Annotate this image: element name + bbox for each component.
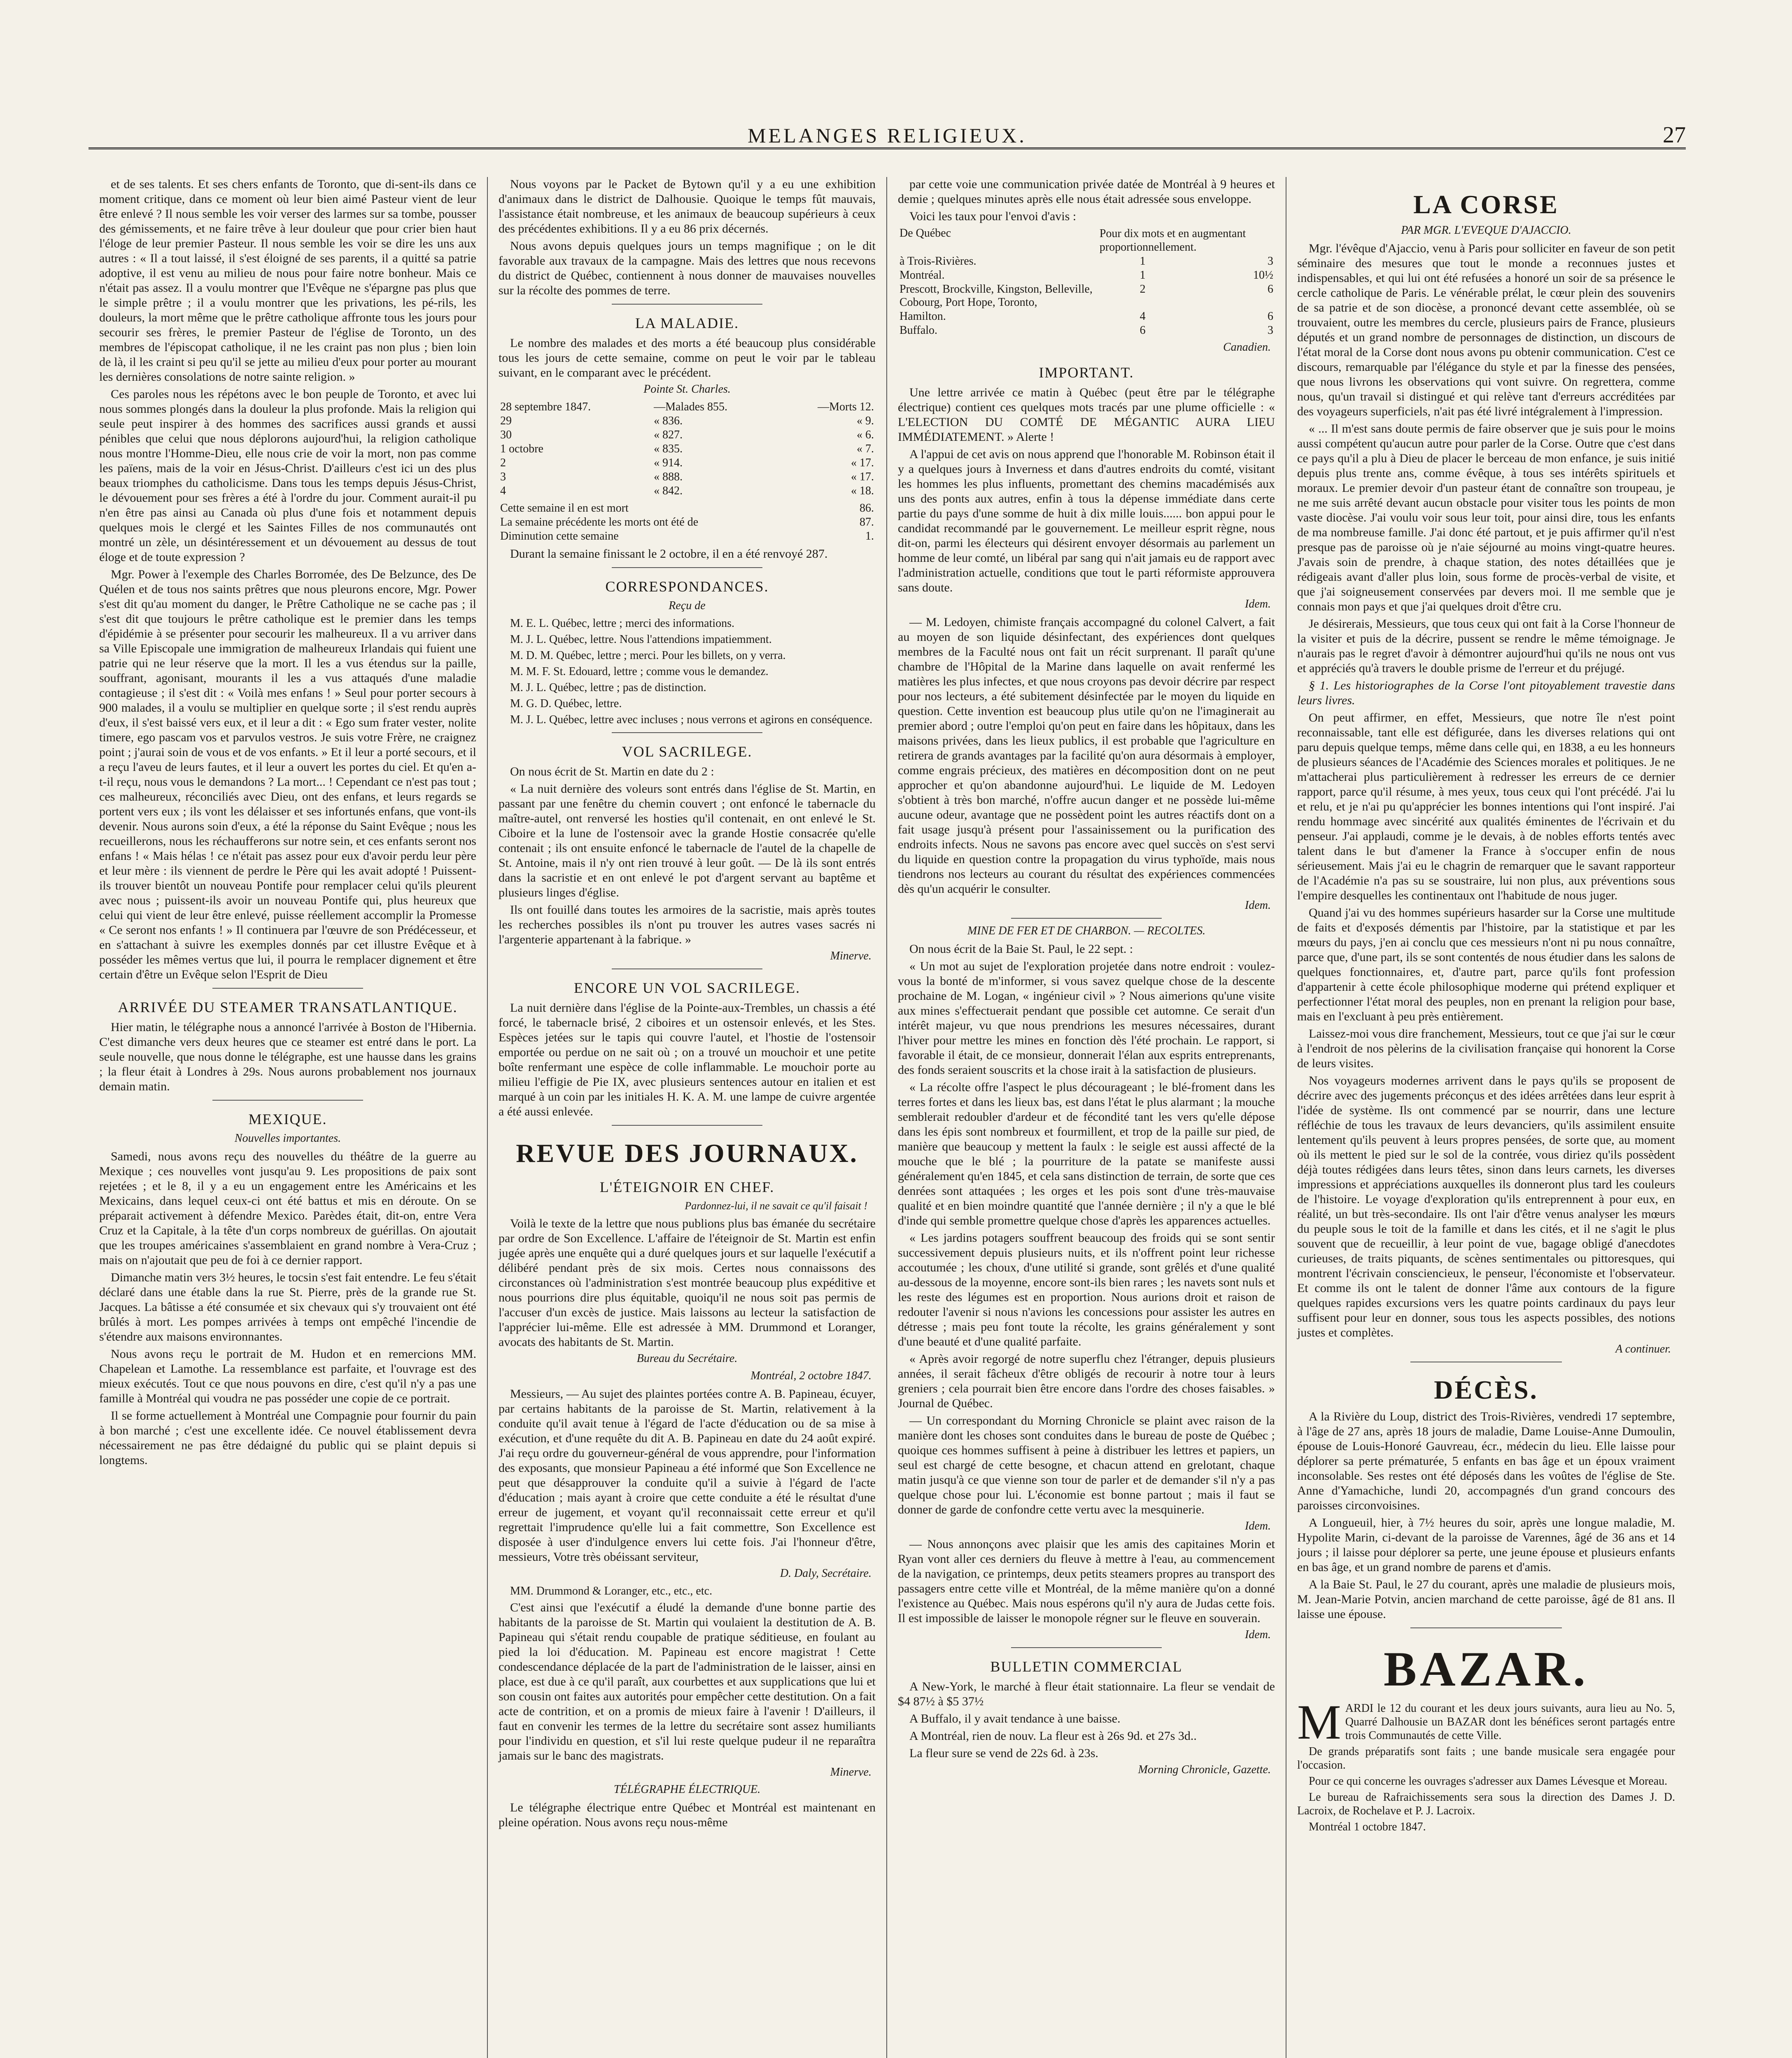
section-divider bbox=[1410, 1627, 1561, 1628]
table-cell: 86. bbox=[860, 502, 874, 514]
corse-paragraph: On peut affirmer, en effet, Messieurs, que notre île n'est point reconnaissable, tant elle est défigurée, dans les diverses relations qui ont paru depuis quelque temps, même dans celle qui, en 1838, a eu les honneurs de plusieurs séances de l'Académie des Sciences morales et politiques. Je ne m'attacherai plus particulièrement à redresser les erreurs de ce dernier rapport, parce qu'il résume, à mes yeux, tous ceux qui l'ont précédé. J'ai lu et relu, et je n'ai pu qu'apprécier les bonnes intentions qui l'ont inspiré. J'ai rendu hommage avec sincérité aux qualités éminentes de l'écrivain et du penseur. J'ai applaudi, comme je le devais, à de nobles efforts tentés avec talent dans le but d'amener la France à s'occuper enfin de nous sérieusement. Mais j'ai eu le chagrin de remarquer que le savant rapporteur de l'Académie n'a pas su se soustraire, lui non plus, aux préventions sous l'empire desquelles les continentaux ont l'habitude de nous juger. bbox=[1297, 711, 1675, 902]
vol-paragraph: Ils ont fouillé dans toutes les armoires de la sacristie, mais après toutes les recherches possibles ils n'ont pu trouver les autres vases sacrés ni l'argenterie appartenant à la fabrique. » bbox=[499, 903, 876, 946]
corse-paragraph: Mgr. l'évêque d'Ajaccio, venu à Paris pour solliciter en faveur de son petit séminaire des mesures que tout le monde a reconnues justes et indispensables, et qui lui ont été refusées a honoré un soir de sa présence le cercle catholique de Paris. Le vénérable prélat, le cœur plein des souvenirs de sa patrie et de son diocèse, a prononcé devant cette assemblée, où se trouvaient, outre les membres du cercle, plusieurs pairs de France, plusieurs députés et un grand nombre de personnages de distinction, un discours de l'état moral de la Corse dont nous avons pu obtenir communication. C'est ce discours, remarquable par l'élégance du style et par la finesse des pensées, que nous livrons les observations qui vont suivre. On regrettera, comme nous, qu'un travail si distingué et qui relève tant d'erreurs accréditées par des voyageurs superficiels, n'ait pas été livré intégralement à l'impression. bbox=[1297, 242, 1675, 418]
table-cell: à Trois-Rivières. bbox=[899, 255, 976, 268]
table-row bbox=[898, 268, 1275, 282]
section-divider bbox=[612, 567, 762, 568]
correspondance-line: M. J. L. Québec, lettre avec incluses ; nous verrons et agirons en conséquence. bbox=[510, 713, 873, 726]
table-cell: De Québec bbox=[899, 227, 951, 240]
maladie-table bbox=[499, 400, 876, 498]
section-divider bbox=[1011, 1647, 1162, 1648]
table-cell: 3 bbox=[1268, 324, 1273, 337]
column-1 bbox=[89, 177, 488, 2058]
table-cell: Diminution cette semaine bbox=[500, 530, 619, 542]
bazar-heading: BAZAR. bbox=[1383, 1641, 1589, 1696]
deces-heading: DÉCÈS. bbox=[1434, 1375, 1538, 1404]
correspondance-line: M. E. L. Québec, lettre ; merci des informations. bbox=[510, 617, 735, 630]
vol-source: Minerve. bbox=[830, 950, 872, 962]
table-cell: 10½ bbox=[1253, 269, 1273, 282]
table-cell: 4 bbox=[500, 484, 506, 497]
table-cell: 1 bbox=[1140, 269, 1146, 282]
table-cell: « 7. bbox=[857, 442, 874, 455]
table-row bbox=[499, 400, 876, 414]
important-text: Une lettre arrivée ce matin à Québec (peut être par le télégraphe électrique) contient ces quelques mots tracés par une plume officielle : « L'ELECTION DU COMTÉ DE MÉGANTIC AURA LIEU IMMÉDIATEMENT. » Alerte ! bbox=[898, 386, 1275, 444]
corse-paragraph: « ... Il m'est sans doute permis de faire observer que je suis pour le moins aussi compétent qu'aucun autre pour parler de la Corse. Outre que c'est dans ce pays qu'il a plu à Dieu de placer le berceau de mon enfance, je suis initié depuis plus trente ans, comme évêque, à tous ses intérêts spirituels et moraux. Le premier devoir d'un pasteur étant de connaître son troupeau, je ne me suis arrêté devant aucun obstacle pour visiter tous les points de mon vaste diocèse. J'ai voulu voir sous leur toit, pour ainsi dire, tous les enfants de ma nombreuse famille. J'ai donc été partout, et je puis affirmer qu'il n'est presque pas de paroisse où je n'aie séjourné au moins vingt-quatre heures. J'avais soin de prendre, à chaque station, des notes détaillées que je rédigeais avant d'aller plus loin, sous forme de procès-verbal de visite, et que j'ai soigneusement conservées par devers moi. Il me semble que je connais mon pays et que j'ai quelques droit d'être cru. bbox=[1297, 422, 1675, 613]
corse-paragraph: Nos voyageurs modernes arrivent dans le pays qu'ils se proposent de décrire avec des jugements préconçus et des idées arrêtées dans leur esprit à l'idée de système. Ils ont commencé par se nourrir, dans une lecture réfléchie de tous les travaux de leurs devanciers, qu'ils assimilent ensuite lentement qu'ils peuvent à leurs propres pensées, de sorte que, au moment où ils mettent le pied sur le sol de la contrée, vous diriez qu'ils possèdent déjà toutes rédigées dans leurs têtes, sinon dans leurs carnets, les diverses impressions et appréciations auxquelles ils donneront plus tard les couleurs de l'histoire. Le voyage d'exploration qu'ils entreprennent à pour eux, en réalité, un but très-secondaire. Ils ont l'air d'être venus analyser les mœurs du peuple sous le toit de la famille et dans les cités, et il ne s'agit le plus souvent que de recueillir, à leur point de vue, bagage obligé d'anecdotes curieuses, de traits piquants, de scènes sentimentales ou pittoresques, qui montrent l'écrivain consciencieux, le penseur, l'économiste et l'observateur. Et comme ils ont le talent de donner l'âme aux contours de la figure quelques rapides excursions vers les quatre points cardinaux du pays leur suffisent pour leur en donner, sous tous les aspects possibles, des notions justes et complètes. bbox=[1297, 1074, 1675, 1339]
table-cell: La semaine précédente les morts ont été de bbox=[500, 516, 699, 528]
mine-paragraph: — Nous annonçons avec plaisir que les amis des capitaines Morin et Ryan vont aller ces derniers du fleuve à mettre à l'eau, au commencement de la navigation, ce printemps, deux petits steamers propres au transport des passagers entre cette ville et Montréal, de la même manière qu'on a donné l'existence au Québec. Mais nous espérons qu'il n'y aura de Judas cette fois. Il est impossible de laisser le monopole régner sur le fleuve en souverain. bbox=[898, 1537, 1275, 1625]
correspondances-sub: Reçu de bbox=[669, 599, 706, 612]
section-divider bbox=[612, 732, 762, 733]
mine-paragraph: « Après avoir regorgé de notre superflu chez l'étranger, depuis plusieurs années, il serait fâcheux d'être obligés de recourir à notre tour à leurs greniers ; cela pourrait bien être encore dans l'ordre des choses faisables. » Journal de Québec. bbox=[898, 1352, 1275, 1410]
corse-byline: PAR MGR. L'EVEQUE D'AJACCIO. bbox=[1401, 224, 1571, 237]
bazar-notice bbox=[1297, 1695, 1675, 1749]
bulletin-line: A Montréal, rien de nouv. La fleur est à 26s 9d. et 27s 3d.. bbox=[909, 1729, 1197, 1743]
table-cell: 4 bbox=[1140, 310, 1146, 323]
fire-paragraph: Dimanche matin vers 3½ heures, le tocsin s'est fait entendre. Le feu s'était déclaré dans une étable dans la rue St. Pierre, près de la grande rue St. Jacques. La bâtisse a été consumée et six chevaux qui s'y trouvaient ont été brûlés à mort. Les pompes arrivées à temps ont empêché l'incendie de s'étendre aux maisons environnantes. bbox=[99, 1271, 477, 1343]
maladie-text: Le nombre des malades et des morts a été beaucoup plus considérable tous les jours de cette semaine, comme on peut le voir par le tableau suivant, en le comparant avec le précédent. bbox=[499, 336, 876, 379]
correspondance-line: M. M. F. St. Edouard, lettre ; comme vous le demandez. bbox=[510, 665, 769, 678]
deces-notice: A Longueuil, hier, à 7½ heures du soir, après une longue maladie, M. Hypolite Marin, ci-devant de la paroisse de Varennes, âgé de 36 ans et 14 jours ; il laisse pour déplorer sa perte, une jeune épouse et plusieurs enfants en bas âge, et un grand nombre de parens et d'amis. bbox=[1297, 1516, 1675, 1574]
columns bbox=[89, 177, 1686, 2058]
rates-source: Canadien. bbox=[1223, 341, 1271, 354]
table-row bbox=[499, 515, 876, 529]
corse-paragraph: Je désirerais, Messieurs, que tous ceux qui ont fait à la Corse l'honneur de la visiter et puis de la décrire, pussent se rendre le même témoignage. Je n'aurais pas le regret d'avoir à démontrer aujourd'hui qu'ils ne nous ont vus et appréciés qu'à travers le double prisme de l'erreur et du préjugé. bbox=[1297, 617, 1675, 675]
steamer-heading: ARRIVÉE DU STEAMER TRANSATLANTIQUE. bbox=[118, 999, 458, 1015]
table-cell: —Morts 12. bbox=[818, 400, 874, 413]
article-paragraph: Ces paroles nous les répétons avec le bon peuple de Toronto, et avec lui nous sommes plongés dans la douleur la plus profonde. Mais la religion qui seule peut inspirer à des hommes des sacrifices aussi grands et aussi pénibles que celui que nous déplorons aujourd'hui, la religion catholique nous montre l'Homme-Dieu, elle nous crie de voir la mort, non pas comme les païens, mais de la voir en Jésus-Christ. D'ailleurs c'est ici un des plus beaux triomphes du catholicisme. Dans tous les temps depuis Jésus-Christ, le dévouement pour ses frères a été à l'ordre du jour. Comment aurait-il pu n'en être pas ainsi au Canada où plus d'une fois et notamment depuis quelques mois le clergé et les Saintes Filles de nos communautés ont montré un zèle, un désintéressement et un dévouement au dessus de tout éloge et de toute expression ? bbox=[99, 387, 476, 564]
revue-heading: REVUE DES JOURNAUX. bbox=[516, 1138, 858, 1168]
vol-paragraph: « La nuit dernière des voleurs sont entrés dans l'église de St. Martin, en passant par une fenêtre du chemin couvert ; ont enfoncé le tabernacle du maître-autel, ont renversé les hosties qu'il contenait, en ont enlevé le St. Ciboire et la lune de l'ostensoir avec la grande Hostie consacrée qu'elle contenait ; ils ont ensuite enfoncé le tabernacle de l'autel de la chapelle de St. Antoine, mais il n'y ont rien trouvé à leur goût. — De là ils sont entrés dans la sacristie et en ont enlevé le pot d'argent servant au baptême et plusieurs linges d'église. bbox=[499, 782, 876, 899]
bureau-letter: Messieurs, — Au sujet des plaintes portées contre A. B. Papineau, écuyer, par certains habitants de la paroisse de St. Martin, relativement à la conduite qu'il avait tenue à l'égard de l'acte d'éducation ou de sa mise à exécution, et d'une requête du dit A. B. Papineau en date du 24 août expiré. J'ai reçu ordre du gouverneur-général de vous apprendre, pour l'information des exposants, que monsieur Papineau a été informé que Son Excellence ne peut que désapprouver la conduite qu'il a suivie à l'égard de l'acte d'éducation ; mais ayant à croire que cette conduite a été le résultat d'une erreur de jugement, et voyant qu'il reconnaissait cette erreur et qu'il regrettait l'imprudence qu'elle lui a fait commettre, Son Excellence est disposée à user d'indulgence envers lui cette fois. J'ai l'honneur d'être, messieurs, Votre très obéissant serviteur, bbox=[499, 1387, 876, 1564]
vol-paragraph: On nous écrit de St. Martin en date du 2 : bbox=[510, 765, 714, 778]
table-cell: « 914. bbox=[654, 456, 683, 469]
section-divider bbox=[212, 988, 363, 989]
bazar-line: Le bureau de Rafraichissements sera sous la direction des Dames J. D. Lacroix, de Rochelave et P. J. Lacroix. bbox=[1297, 1791, 1675, 1817]
table-row bbox=[898, 310, 1275, 324]
table-cell: 6 bbox=[1268, 283, 1273, 296]
portrait-paragraph: Nous avons reçu le portrait de M. Hudon et en remercions MM. Chapelean et Lamothe. La ressemblance est parfaite, et l'ouvrage est des mieux exécutés. Tout ce que nous pouvons en dire, c'est qu'il n'y a pas une famille à Montréal qui voudra ne pas posséder une copie de ce portrait. bbox=[99, 1347, 476, 1405]
bazar-text: ARDI le 12 du courant et les deux jours suivants, aura lieu au No. 5, Quarré Dalhousie un BAZAR dont les bénéfices seront partagés entre trois Communautés de cette Ville. bbox=[1345, 1702, 1675, 1742]
table-cell: « 18. bbox=[851, 484, 874, 497]
running-title: MELANGES RELIGIEUX. bbox=[748, 124, 1027, 147]
table-cell: « 827. bbox=[654, 428, 683, 441]
important-heading: IMPORTANT. bbox=[1039, 364, 1134, 381]
bulletin-line: La fleur sure se vend de 22s 6d. à 23s. bbox=[909, 1746, 1099, 1760]
bazar-dropcap: M bbox=[1297, 1695, 1341, 1749]
correspondance-line: M. G. D. Québec, lettre. bbox=[510, 697, 622, 710]
bread-company-paragraph: Il se forme actuellement à Montréal une Compagnie pour fournir du pain à bon marché ; c'est une excellente idée. Ce nouvel établissement devra nécessairement ne pas être dédaigné du public qui se plaint depuis si longtems. bbox=[99, 1409, 476, 1467]
section-divider bbox=[612, 304, 762, 305]
bulletin-heading: BULLETIN COMMERCIAL bbox=[990, 1658, 1183, 1675]
table-cell: 3 bbox=[500, 470, 506, 483]
mexique-subheading: Nouvelles importantes. bbox=[234, 1132, 341, 1145]
table-cell: « 17. bbox=[851, 470, 874, 483]
corse-heading: LA CORSE bbox=[1413, 190, 1559, 219]
encore-paragraph: La nuit dernière dans l'église de la Pointe-aux-Trembles, un chassis a été forcé, le tabernacle brisé, 2 ciboires et un ostensoir enlevés, et les Stes. Espèces jetées sur le tapis qui couvre l'autel, et l'hostie de l'ostensoir emportée ou perdue on ne sait où ; on a trouvé un mouchoir et une petite boîte renfermant une espèce de colle inflammable. Le mouchoir porte au milieu l'effigie de Pie IX, avec plusieurs sentences autour en italien et est marqué à un coin par les initiales H. K. A. M. une lampe de cuivre argentée a été aussi enlevée. bbox=[499, 1001, 876, 1118]
table-row bbox=[499, 442, 876, 456]
bureau-signature: D. Daly, Secrétaire. bbox=[780, 1567, 872, 1580]
telegraphe-continued: par cette voie une communication privée datée de Montréal à 9 heures et demie ; quelques minutes après elle nous était adressée sous enveloppe. bbox=[898, 177, 1275, 206]
table-cell: « 17. bbox=[851, 456, 874, 469]
encore-heading: ENCORE UN VOL SACRILEGE. bbox=[574, 980, 800, 996]
table-row bbox=[499, 428, 876, 442]
bureau-heading: Bureau du Secrétaire. bbox=[636, 1352, 738, 1365]
table-row bbox=[898, 282, 1275, 310]
correspondance-line: M. J. L. Québec, lettre. Nous l'attendions impatiemment. bbox=[510, 633, 772, 646]
table-row bbox=[499, 470, 876, 484]
mine-paragraph: — Un correspondant du Morning Chronicle se plaint avec raison de la manière dont les choses sont conduites dans le bureau de poste de Québec ; quoique ces hommes suffisent à peine à distribuer les lettres et papiers, un seul est chargé de cette besogne, et chacun attend en grelotant, chaque matin jusqu'à ce que vienne son tour de parler et de demander s'il n'y a pas quelque chose pour lui. L'économie est bonne partout ; mais il faut se donner de garde de confondre cette vertu avec la mesquinerie. bbox=[898, 1414, 1275, 1516]
deces-notice: A la Baie St. Paul, le 27 du courant, après une maladie de plusieurs mois, M. Jean-Marie Potvin, ancien marchand de cette paroisse, âgé de 81 ans. Il laisse une épouse. bbox=[1297, 1578, 1675, 1621]
table-cell: « 6. bbox=[857, 428, 874, 441]
table-cell: —Malades 855. bbox=[654, 400, 728, 413]
corse-paragraph: Quand j'ai vu des hommes supérieurs hasarder sur la Corse une multitude de faits et d'exposés démentis par l'histoire, par la statistique et par les mœurs du pays, j'en ai conclu que ces messieurs n'ont ni pu nous connaître, parce que, d'une part, ils se sont contentés de nous étudier dans les salons de quelques fonctionnaires, et, d'autre part, parce qu'ils font profession d'appartenir à cette école philosophique moderne qui prétend expliquer et perfectionner l'état moral des peuples, non en prenant la religion pour base, mais en l'excluant à peu près entièrement. bbox=[1297, 906, 1675, 1023]
idem-source: Idem. bbox=[1245, 899, 1271, 912]
bazar-line: Montréal 1 octobre 1847. bbox=[1309, 1821, 1426, 1833]
table-cell: 3 bbox=[1268, 255, 1273, 268]
table-row bbox=[499, 529, 876, 543]
bulletin-source: Morning Chronicle, Gazette. bbox=[1138, 1763, 1271, 1776]
table-row bbox=[499, 501, 876, 515]
table-cell: 6 bbox=[1268, 310, 1273, 323]
bureau-source: Minerve. bbox=[830, 1766, 872, 1779]
eteignoir-paragraph: Voilà le texte de la lettre que nous publions plus bas émanée du secrétaire par ordre de Son Excellence. L'affaire de l'éteignoir de St. Martin est enfin jugée après une enquête qui a duré quelques jours et sur laquelle l'exécutif a délibéré pendant près de six mois. Certes nous connaissons des circonstances où l'administration s'est montrée beaucoup plus expéditive et nous pourrions dire plus équitable, quoiqu'il ne nous soit pas permis de l'accuser d'un excès de justice. Mais laissons au lecteur la satisfaction de l'apprécier lui-même. Elle est adressée à MM. Drummond et Loranger, avocats des habitants de St. Martin. bbox=[499, 1217, 876, 1349]
corse-continued: A continuer. bbox=[1615, 1343, 1671, 1355]
correspondance-line: M. D. M. Québec, lettre ; merci. Pour les billets, on y verra. bbox=[510, 649, 786, 662]
bureau-date: Montréal, 2 octobre 1847. bbox=[750, 1369, 872, 1382]
column-2 bbox=[488, 177, 887, 2058]
section-divider bbox=[612, 968, 762, 969]
article-paragraph: A l'appui de cet avis on nous apprend que l'honorable M. Robinson était il y a quelques jours à Inverness et dans d'autres endroits du comté, visitant les hommes les plus influents, promettant des chemins macadémisés aux uns des ponts aux autres, enfin à tous la dépense immédiate dans certe partie du pays d'une somme de huit à dix mille louis...... bon appui pour le candidat recommandé par le gouvernement. Le meilleur esprit règne, nous dit-on, parmi les électeurs qui désirent envoyer désormais au parlement un homme de leur comté, un libéral par sang qui n'ait jamais eu de rapport avec l'administration actuelle, conditions que tout le parti réformiste approuvera sans doute. bbox=[898, 447, 1275, 594]
mine-paragraph: « La récolte offre l'aspect le plus décourageant ; le blé-froment dans les terres fortes et dans les lieux bas, est dans l'état le plus alarmant ; la mouche semblerait redoubler d'ardeur et de fécondité tant les vers qu'elle dépose dans les épis sont nombreux et fourmillent, et trop de la paille sur pied, de manière que beaucoup y mettent la faulx : le seigle est aussi affecté de la mouche que le blé ; la pourriture de la patate se manifeste aussi généralement qu'en 1845, et cela sans distinction de terrain, de sorte que ces denrées sont attaquées ; les orges et les pois sont d'une très-mauvaise qualité et en bien moindre quantité que l'année dernière ; il n'y a que le blé d'inde qui semble promettre quelque chose d'après les apparences actuelles. bbox=[898, 1080, 1275, 1227]
bazar-line: Pour ce qui concerne les ouvrages s'adresser aux Dames Lévesque et Moreau. bbox=[1309, 1775, 1668, 1788]
table-cell: 28 septembre 1847. bbox=[500, 400, 591, 413]
rates-table bbox=[898, 226, 1275, 338]
bulletin-line: A Buffalo, il y avait tendance à une baisse. bbox=[909, 1712, 1121, 1725]
table-cell: 29 bbox=[500, 414, 512, 427]
article-paragraph: Nous voyons par le Packet de Bytown qu'il y a eu une exhibition d'animaux dans le district de Dalhousie. Quoique le temps fût mauvais, l'assistance était nombreuse, et les animaux de beaucoup supérieurs à ceux des précédentes exhibitions. Il y a eu 86 prix décernés. bbox=[499, 177, 876, 235]
telegraphe-heading: TÉLÉGRAPHE ÉLECTRIQUE. bbox=[613, 1783, 761, 1796]
table-cell: « 9. bbox=[857, 414, 874, 427]
table-cell: « 888. bbox=[654, 470, 683, 483]
table-cell: Prescott, Brockville, Kingston, Belleville, Cobourg, Port Hope, Toronto, bbox=[899, 283, 1093, 309]
article-paragraph: Mgr. Power à l'exemple des Charles Borromée, des De Belzunce, des De Quélen et de tous nos saints prêtres que nous pleurons encore, Mgr. Power s'est dit qu'au moment du danger, le Prêtre Catholique ne se cache pas ; il s'est dit que toujours le prêtre catholique est le premier dans les temps d'épidémie à se présenter pour secourir les malheureux. Il a vu arriver dans sa Ville Episcopale une immigration de malheureux Irlandais qui fuient une patrie qui ne leur réserve que la mort. Il les a vus étendus sur la paille, souffrant, agonisant, mourants il les a vus attaqués d'une maladie contagieuse ; il s'est dit : « Voilà mes enfans ! » Seul pour porter secours à 900 malades, il a voulu se multiplier en quelque sorte ; il s'est rendu auprès d'eux, il s'est baissé vers eux, et il leur a dit : « Ego sum frater vester, nolite timere, ego pascam vos et parvulos vestros. Je suis votre Frère, ne craignez point ; j'aurai soin de vous et de vos enfants. » Et il leur a porté secours, et il a reçu l'aveu de leurs fautes, et il leur a ouvert les portes du ciel. Et qu'en a-t-il reçu, nous vous le demandons ? La mort... ! Cependant ce n'est pas tout ; ces malheureux, réconciliés avec Dieu, ont des enfans, et leurs regards se portent vers eux ; ils vont les délaisser et ses infortunés enfans, que vont-ils devenir. Nous aurons soin d'eux, a été la réponse du Saint Evêque ; nous les recueillerons, nous les réchaufferons sur notre sein, et ces enfants seront nos enfans ! « Mais hélas ! ce n'était pas assez pour eux d'avoir perdu leur père et leur mère : ils viennent de perdre le Père qui les avait adopté ! Puissent-ils trouver bientôt un nouveau Pontife pour remplacer celui qu'ils pleurent avec nous ; puissent-ils avoir un nouveau Pontife qui, plus heureux que celui qui vient de leur être enlevé, puisse réellement accomplir la Promesse « Ce seront nos enfants ! » Il continuera par l'œuvre de son Prédécesseur, et en s'attachant à suivre les exemples donnés par cet illustre Evêque et à posséder les mêmes vertus que lui, il pourra le remplacer dignement et être certain d'être un Evêque selon l'Esprit de Dieu bbox=[99, 568, 477, 981]
section-divider bbox=[212, 1100, 363, 1101]
mine-paragraph: On nous écrit de la Baie St. Paul, le 22 sept. : bbox=[909, 942, 1133, 956]
table-cell: 1. bbox=[865, 530, 874, 542]
maladie-end: Durant la semaine finissant le 2 octobre, il en a été renvoyé 287. bbox=[510, 547, 828, 561]
table-cell: 87. bbox=[860, 516, 874, 528]
table-row bbox=[898, 254, 1275, 268]
header-rule bbox=[89, 147, 1686, 149]
table-row bbox=[499, 456, 876, 470]
correspondance-line: M. J. L. Québec, lettre ; pas de distinction. bbox=[510, 681, 706, 694]
maladie-heading: LA MALADIE. bbox=[635, 315, 739, 331]
table-cell: 1 octobre bbox=[500, 442, 543, 455]
table-cell: 6 bbox=[1140, 324, 1146, 337]
correspondances-heading: CORRESPONDANCES. bbox=[605, 578, 769, 595]
vol-heading: VOL SACRILEGE. bbox=[622, 743, 753, 760]
table-cell: 30 bbox=[500, 428, 512, 441]
corse-section-title: § 1. Les historiographes de la Corse l'ont pitoyablement travestie dans leurs livres. bbox=[1297, 679, 1675, 707]
bureau-commentary: C'est ainsi que l'exécutif a éludé la demande d'une bonne partie des habitants de la paroisse de St. Martin qui voulaient la destitution de A. B. Papineau qui s'était rendu coupable de pratique séditieuse, en foulant au pied la loi d'éducation. M. Papineau est encore magistrat ! Cette condescendance déplacée de la part de l'administration de le laisser, ainsi en place, est due à ce qu'il paraît, aux courbettes et aux supplications que lui et son cousin ont faites aux autorités pour empêcher cette destitution. On a fait acte de contrition, et on a promis de mieux faire à l'avenir ! D'ailleurs, il faut en convenir les termes de la lettre du secrétaire sont assez humiliants pour l'individu en question, et s'il lui reste quelque pudeur il ne reparaîtra jamais sur le banc des magistrats. bbox=[499, 1601, 876, 1762]
maladie-place: Pointe St. Charles. bbox=[643, 383, 731, 396]
table-cell: Buffalo. bbox=[899, 324, 938, 337]
mine-paragraph: « Un mot au sujet de l'exploration projetée dans notre endroit : voulez-vous la bonté de m'informer, si vous savez quelque chose de la descente prochaine de M. Logan, « ingénieur civil » ? Nous aimerions qu'une visite aux mines s'effectuerait pendant que possible cet automne. Ce serait d'un intérêt majeur, vu que nous prendrions les mesures nécessaires, durant l'hiver pour mettre les mines en fonction dès l'été prochain. Le rapport, si favorable il était, de ce monsieur, donnerait l'élan aux esprits entreprenants, des fonds seraient souscrits et la chose irait à la satisfaction de plusieurs. bbox=[898, 959, 1275, 1077]
table-cell: Hamilton. bbox=[899, 310, 946, 323]
mexique-paragraph: Samedi, nous avons reçu des nouvelles du théâtre de la guerre au Mexique ; ces nouvelles vont jusqu'au 9. Les propositions de paix sont rejetées ; et le 8, il y a eu un engagement entre les Américains et les Mexicains, dans lequel ceux-ci ont été battus et mis en déroute. On se préparait activement à défendre Mexico. Parèdes était, dit-on, entre Vera Cruz et la Capitale, à la tête d'un corps nombreux de guérillas. On ajoutait que les troupes américaines s'assemblaient en grand nombre à Vera-Cruz ; mais on n'ajoutait que peu de foi à ce dernier rapport. bbox=[99, 1150, 476, 1267]
idem-source: Idem. bbox=[1245, 598, 1271, 610]
section-divider bbox=[612, 1125, 762, 1126]
mexique-heading: MEXIQUE. bbox=[248, 1111, 327, 1127]
table-cell: Cette semaine il en est mort bbox=[500, 502, 629, 514]
article-paragraph: et de ses talents. Et ses chers enfants de Toronto, que di-sent-ils dans ce moment critique, dans ce moment où leur bien aimé Pasteur vient de leur être enlevé ? Il nous semble les voir verser des larmes sur sa tombe, pousser des gémissements, et ne faire trêve à leur douleur que pour crier bien haut l'éloge de leur premier Pasteur. Il nous semble les voir se dire les uns aux autres : « Il a tout laissé, il s'est éloigné de ses parents, il a quitté sa patrie adoptive, il est venu au milieu de nous pour faire notre bonheur. Mais ce n'était pas assez. Il a voulu montrer que l'Evêque ne s'épargne pas plus que le simple prêtre ; il a voulu montrer que les privations, les pé-rils, les douleurs, la mort même que le prêtre catholique affronte tous les jours pour secourir ses frères, le premier Pasteur de l'église de Toronto, un des membres de l'épiscopat catholique, il ne les craint pas non plus ; bien loin de là, il les craint si peu qu'il se jette au milieu d'eux pour porter au mourant les dernières consolations de notre sainte religion. » bbox=[99, 177, 476, 384]
table-cell: Montréal. bbox=[899, 269, 945, 282]
rates-intro: Voici les taux pour l'envoi d'avis : bbox=[909, 210, 1077, 223]
article-paragraph: Nous avons depuis quelques jours un temps magnifique ; on le dit favorable aux travaux de la campagne. Mais des lettres que nous recevons du district de Québec, contiennent à nous donner de mauvaises nouvelles sur la récolte des pommes de terre. bbox=[499, 239, 876, 297]
table-cell: 1 bbox=[1140, 255, 1146, 268]
mine-heading: MINE DE FER ET DE CHARBON. — RECOLTES. bbox=[967, 924, 1206, 937]
table-cell: « 835. bbox=[654, 442, 683, 455]
article-paragraph: — M. Ledoyen, chimiste français accompagné du colonel Calvert, a fait au moyen de son liquide désinfectant, des expériences dont quelques membres de la Faculté nous ont fait un récit surprenant. Il paraît qu'une chambre de l'Hôpital de la Marine dans laquelle on avait renfermé les matières les plus infectes, et que nous croyons pas devoir décrire par respect pour nos lecteurs, a été subitement désinfectée par le moyen du liquide en question. Cette invention est beaucoup plus utile qu'on ne l'imaginerait au premier abord ; outre l'emploi qu'on peut en faire dans les hôpitaux, dans les maisons privées, dans les lieux publics, il est probable que l'agriculture en retirera de grands avantages par la facilité qu'on aura désormais à employer, comme engrais précieux, des matières en décomposition dont on ne peut approcher et qu'on abandonne aujourd'hui. Le liquide de M. Ledoyen s'obtient à très bon marché, n'offre aucun danger et ne possède lui-même aucune odeur, avantage que ne possèdent point les autres réactifs dont on a fait usage jusqu'à présent pour l'assainissement ou la purification des endroits infects. Nous ne savons pas encore avec quel succès on s'est servi du liquide en question contre la propagation du virus typhoïde, mais nous tiendrons nos lecteurs au courant du résultat des expériences commencées dès qu'un acquérir le consulter. bbox=[898, 615, 1275, 896]
idem-source: Idem. bbox=[1245, 1520, 1271, 1532]
table-cell: Pour dix mots et en augmentant proportionnellement. bbox=[1099, 227, 1246, 254]
table-cell: « 836. bbox=[654, 414, 683, 427]
table-cell: « 842. bbox=[654, 484, 683, 497]
page-number: 27 bbox=[1663, 122, 1686, 148]
corse-paragraph: Laissez-moi vous dire franchement, Messieurs, tout ce que j'ai sur le cœur à l'endroit de nos pèlerins de la civilisation française qui honorent la Corse de leurs visites. bbox=[1297, 1027, 1675, 1070]
eteignoir-epigraph: Pardonnez-lui, il ne savait ce qu'il faisait ! bbox=[685, 1200, 867, 1212]
bulletin-line: A New-York, le marché à fleur était stationnaire. La fleur se vendait de $4 87½ à $5 37½ bbox=[898, 1680, 1275, 1708]
table-cell: 2 bbox=[1140, 283, 1146, 296]
table-row bbox=[499, 484, 876, 498]
bureau-address: MM. Drummond & Loranger, etc., etc., etc. bbox=[510, 1585, 713, 1597]
column-3 bbox=[887, 177, 1286, 2058]
table-row bbox=[499, 414, 876, 428]
deces-notice: A la Rivière du Loup, district des Trois-Rivières, vendredi 17 septembre, à l'âge de 27 ans, après 18 jours de maladie, Dame Louise-Anne Dumoulin, épouse de Louis-Honoré Gauvreau, écr., médecin du lieu. Elle laisse pour déplorer sa perte prématurée, 5 enfants en bas âge et un époux vraiment inconsolable. Ses restes ont été déposés dans les voûtes de l'église de Ste. Anne d'Yamachiche, lundi 20, accompagnés d'un grand concours des paroisses circonvoisines. bbox=[1297, 1410, 1675, 1512]
column-4 bbox=[1286, 177, 1686, 2058]
page-header bbox=[89, 123, 1686, 152]
maladie-totals bbox=[499, 501, 876, 543]
section-divider bbox=[1011, 918, 1162, 919]
steamer-text: Hier matin, le télégraphe nous a annoncé l'arrivée à Boston de l'Hibernia. C'est dimanche vers deux heures que ce steamer est entré dans le port. La seule nouvelle, que nous donne le télégraphe, est une hausse dans les grains ; la fleur était à Londres à 29s. Nous aurons probablement nos journaux demain matin. bbox=[99, 1020, 476, 1093]
table-cell: 2 bbox=[500, 456, 506, 469]
table-row bbox=[898, 226, 1275, 254]
telegraphe-text: Le télégraphe électrique entre Québec et Montréal est maintenant en pleine opération. Nous avons reçu nous-même bbox=[499, 1801, 876, 1829]
bazar-line: De grands préparatifs sont faits ; une bande musicale sera engagée pour l'occasion. bbox=[1297, 1745, 1675, 1772]
mine-paragraph: « Les jardins potagers souffrent beaucoup des froids qui se sont sentir successivement depuis plusieurs nuits, et ils n'offrent point leur richesse accoutumée ; les choux, d'une utilité si grande, sont grêlés et d'une qualité au-dessous de la moyenne, encore sont-ils bien rares ; les navets sont nuls et les reste des légumes est en proportion. Nous aurions droit et raison de redouter l'avenir si nous n'avions les concessions pour assister les autres en détresse ; mais peu font toute la récolte, les grains généralement y sont d'une beauté et d'une qualité parfaite. bbox=[898, 1231, 1275, 1348]
idem-source: Idem. bbox=[1245, 1628, 1271, 1641]
table-row bbox=[898, 324, 1275, 338]
eteignoir-heading: L'ÉTEIGNOIR EN CHEF. bbox=[599, 1179, 775, 1195]
